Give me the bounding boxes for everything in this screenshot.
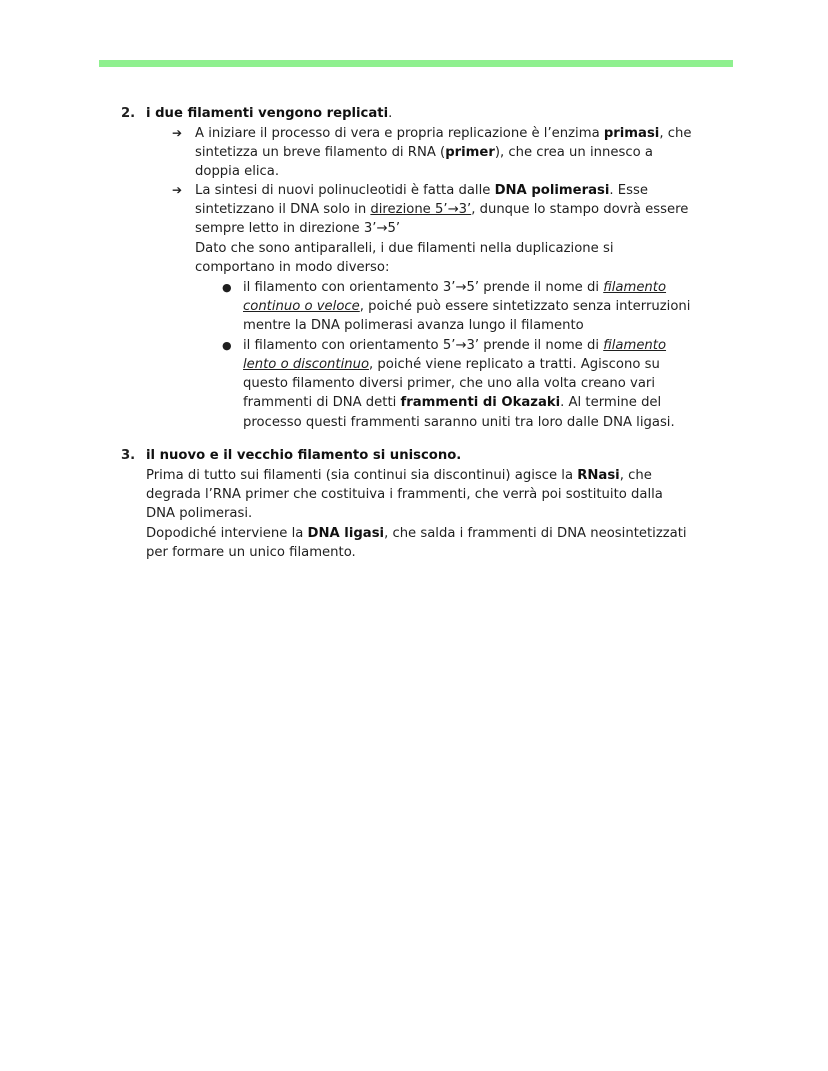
section-3-title [146,446,461,465]
section-3-number: 3. [121,448,136,463]
italic-term: filamento [603,338,667,353]
bold-term: frammenti di Okazaki [400,395,561,410]
section-2-title [146,104,392,123]
text: il filamento con orientamento 5’→3’ prende il nome di [243,338,604,353]
text: . Esse [609,183,648,198]
item2-line5: comportano in modo diverso: [195,260,390,275]
section-2-title-text: i due filamenti vengono replicati [146,106,389,121]
italic-term: lento o discontinuo [243,357,370,372]
text: , poiché viene replicato a tratti. Agiscono su [369,357,660,372]
item1-line1 [195,124,691,143]
item1-line2 [195,143,653,162]
text: ), che crea un innesco a [494,145,653,160]
text: , che [619,468,652,483]
sub2-line4 [243,393,661,412]
s3-p1-line1 [146,466,652,485]
text: La sintesi di nuovi polinucleotidi è fatta dalle [195,183,495,198]
sub1-line3: mentre la DNA polimerasi avanza lungo il filamento [243,318,584,333]
section-2-title-suffix: . [388,106,393,121]
sub2-line3: questo filamento diversi primer, che uno alla volta creano vari [243,376,655,391]
bullet-icon: ● [222,281,232,294]
arrow-icon: ➔ [172,183,183,197]
bold-term: primer [445,145,495,160]
text: , che salda i frammenti di DNA neosintetizzati [384,526,687,541]
section-2-number: 2. [121,106,136,121]
text: , dunque lo stampo dovrà essere [471,202,689,217]
text: A iniziare il processo di vera e propria replicazione è l’enzima [195,126,604,141]
bold-term: DNA ligasi [307,526,385,541]
text: Prima di tutto sui filamenti (sia continui sia discontinui) agisce la [146,468,578,483]
text: . Al termine del [560,395,662,410]
s3-p2-line2: per formare un unico filamento. [146,545,356,560]
text: , che [659,126,692,141]
text: Dopodiché interviene la [146,526,308,541]
underlined-term: direzione 5’→3’ [370,202,472,217]
sub1-line1 [243,278,666,297]
text: sintetizzano il DNA solo in [195,202,371,217]
sub2-line2 [243,355,660,374]
bold-term: RNasi [577,468,620,483]
item2-line3: sempre letto in direzione 3’→5’ [195,221,401,236]
text: il filamento con orientamento 3’→5’ prende il nome di [243,280,604,295]
item2-line2 [195,200,688,219]
s3-p1-line2: degrada l’RNA primer che costituiva i frammenti, che verrà poi sostituito dalla [146,487,663,502]
s3-p2-line1 [146,524,687,543]
bold-term: primasi [603,126,660,141]
sub1-line2 [243,297,690,316]
bold-term: DNA polimerasi [494,183,610,198]
arrow-icon: ➔ [172,126,183,140]
text: frammenti di DNA detti [243,395,401,410]
s3-p1-line3: DNA polimerasi. [146,506,253,521]
italic-term: continuo o veloce [243,299,360,314]
text: sintetizza un breve filamento di RNA ( [195,145,446,160]
italic-term: filamento [603,280,667,295]
item1-line3: doppia elica. [195,164,280,179]
bullet-icon: ● [222,339,232,352]
text: , poiché può essere sintetizzato senza interruzioni [359,299,691,314]
sub2-line5: processo questi frammenti saranno uniti tra loro dalle DNA ligasi. [243,415,675,430]
item2-line1 [195,181,648,200]
item2-line4: Dato che sono antiparalleli, i due filamenti nella duplicazione si [195,241,614,256]
accent-bar [99,60,733,67]
section-3-title-text: il nuovo e il vecchio filamento si uniscono. [146,448,462,463]
sub2-line1 [243,336,666,355]
